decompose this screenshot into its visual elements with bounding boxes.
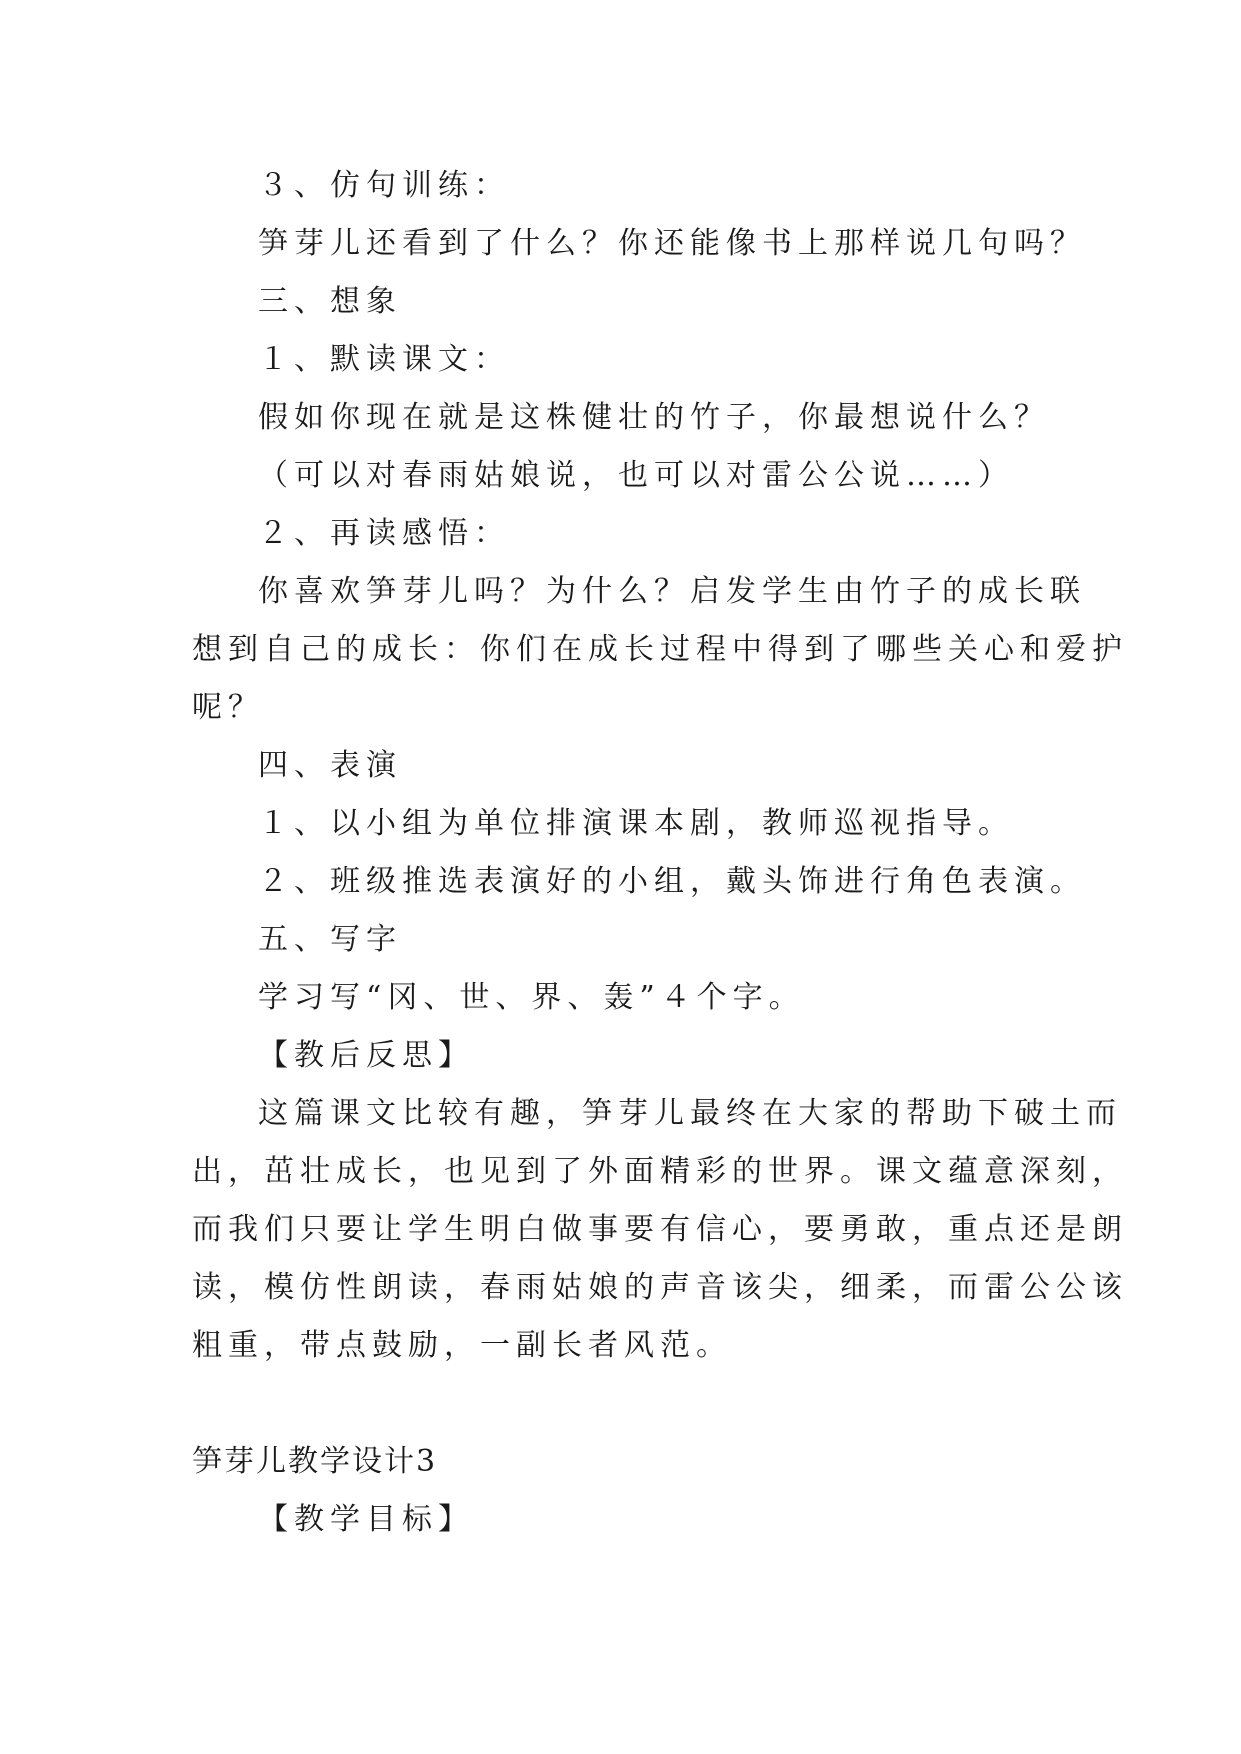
section-heading-writing: 五、写字 bbox=[258, 922, 402, 957]
paragraph-line: 笋芽儿还看到了什么？你还能像书上那样说几句吗？ bbox=[258, 226, 1086, 261]
section-step-1-heading: １、默读课文： bbox=[258, 342, 510, 377]
paragraph-line: （可以对春雨姑娘说，也可以对雷公公说……） bbox=[258, 458, 1014, 493]
paragraph-line: 学习写“冈、世、界、轰”４个字。 bbox=[258, 980, 805, 1015]
document-title: 笋芽儿教学设计3 bbox=[192, 1444, 438, 1479]
list-item: ２、班级推选表演好的小组，戴头饰进行角色表演。 bbox=[258, 864, 1086, 899]
section-step-2-heading: ２、再读感悟： bbox=[258, 516, 510, 551]
paragraph-line: 出，茁壮成长，也见到了外面精彩的世界。课文蕴意深刻， bbox=[192, 1154, 1128, 1189]
paragraph-line: 假如你现在就是这株健壮的竹子，你最想说什么？ bbox=[258, 400, 1050, 435]
paragraph-line: 想到自己的成长：你们在成长过程中得到了哪些关心和爱护 bbox=[192, 632, 1128, 667]
section-heading-imagine: 三、想象 bbox=[258, 284, 402, 319]
section-heading-perform: 四、表演 bbox=[258, 748, 402, 783]
section-step-3-heading: ３、仿句训练： bbox=[258, 168, 510, 203]
paragraph-line: 你喜欢笋芽儿吗？为什么？启发学生由竹子的成长联 bbox=[258, 574, 1086, 609]
paragraph-line: 读，模仿性朗读，春雨姑娘的声音该尖，细柔，而雷公公该 bbox=[192, 1270, 1128, 1305]
paragraph-line: 而我们只要让学生明白做事要有信心，要勇敢，重点还是朗 bbox=[192, 1212, 1128, 1247]
reflection-heading: 【教后反思】 bbox=[258, 1038, 474, 1073]
list-item: １、以小组为单位排演课本剧，教师巡视指导。 bbox=[258, 806, 1014, 841]
paragraph-line: 这篇课文比较有趣，笋芽儿最终在大家的帮助下破土而 bbox=[258, 1096, 1122, 1131]
paragraph-line: 呢？ bbox=[192, 690, 264, 725]
paragraph-line: 粗重，带点鼓励，一副长者风范。 bbox=[192, 1328, 732, 1363]
objectives-heading: 【教学目标】 bbox=[258, 1502, 474, 1537]
